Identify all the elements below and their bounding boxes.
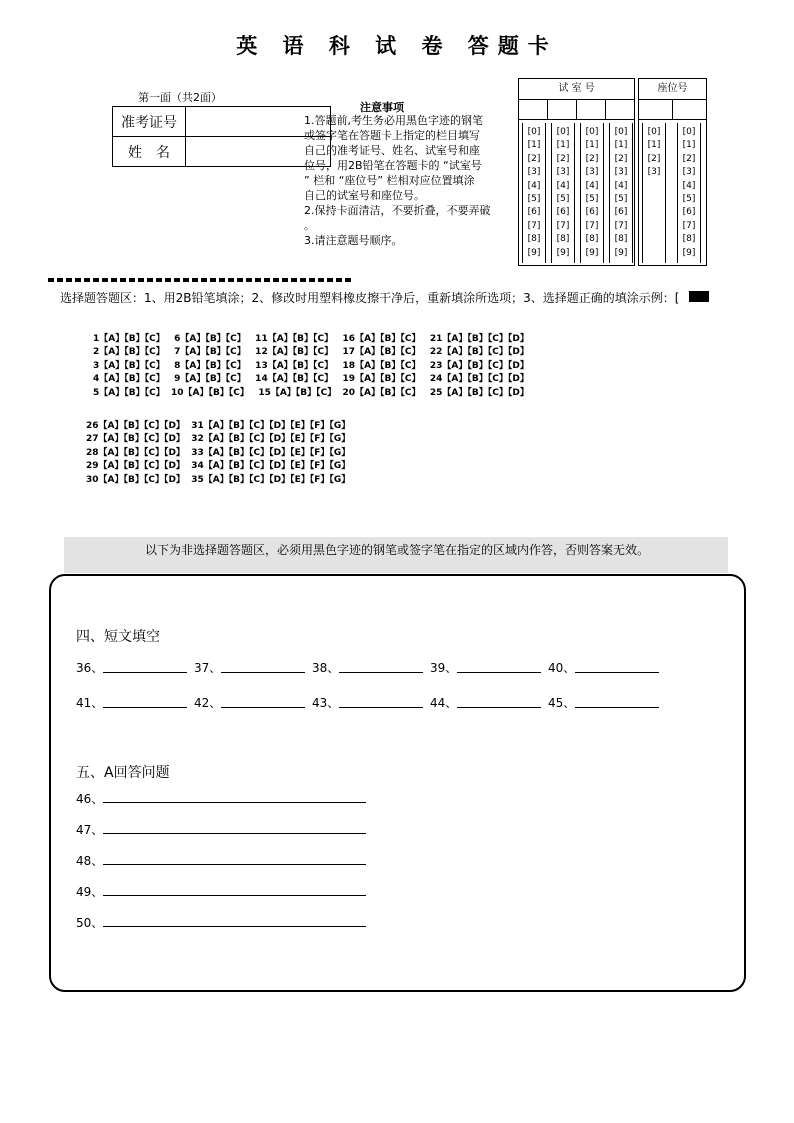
room-digit-column[interactable]: [0] [1] [2] [3] [4] [5] [6] [7] [8] [9] bbox=[522, 123, 546, 263]
blank-line[interactable] bbox=[575, 707, 659, 708]
room-digit-column[interactable]: [0] [1] [2] [3] [4] [5] [6] [7] [8] [9] bbox=[580, 123, 604, 263]
blank-label: 38、 bbox=[312, 661, 340, 675]
notice-line: 或签字笔在答题卡上指定的栏目填写 bbox=[304, 129, 480, 142]
name-label: 姓 名 bbox=[113, 137, 186, 167]
mc-row[interactable]: 1【A】【B】【C】 6【A】【B】【C】 11【A】【B】【C】 16【A】【B】【C】 21【A】【B】【C】【D】 bbox=[93, 334, 529, 344]
notice-line: 2.保持卡面清洁，不要折叠，不要弄破 bbox=[304, 204, 491, 217]
page-info: 第一面（共2面） bbox=[138, 91, 222, 104]
answer-line[interactable] bbox=[103, 864, 366, 865]
mc-row[interactable]: 27【A】【B】【C】【D】 32【A】【B】【C】【D】【E】【F】【G】 bbox=[86, 434, 351, 445]
blank-line[interactable] bbox=[575, 672, 659, 673]
answer-line[interactable] bbox=[103, 926, 366, 927]
room-digit-column[interactable]: [0] [1] [2] [3] [4] [5] [6] [7] [8] [9] bbox=[609, 123, 633, 263]
non-mc-banner-text: 以下为非选择题答题区，必须用黑色字迹的钢笔或签字笔在指定的区域内作答，否则答案无效。 bbox=[144, 543, 649, 557]
blank-label: 40、 bbox=[548, 661, 576, 675]
id-box bbox=[112, 106, 331, 167]
blank-line[interactable] bbox=[339, 672, 423, 673]
sample-filled-bubble bbox=[689, 291, 709, 302]
mc-row[interactable]: 3【A】【B】【C】 8【A】【B】【C】 13【A】【B】【C】 18【A】【B】【C】 23【A】【B】【C】【D】 bbox=[93, 360, 529, 371]
notice-body bbox=[304, 113, 491, 248]
answer-label: 49、 bbox=[76, 885, 104, 899]
answer-label: 46、 bbox=[76, 792, 104, 806]
blank-line[interactable] bbox=[221, 672, 305, 673]
notice-line: 自己的试室号和座位号。 bbox=[304, 189, 425, 202]
blank-label: 39、 bbox=[430, 661, 458, 675]
blank-label: 37、 bbox=[194, 661, 222, 675]
notice-title: 注意事项 bbox=[360, 101, 404, 114]
room-number-write-row[interactable] bbox=[519, 100, 634, 120]
notice-line: ” 栏和 “座位号” 栏相对应位置填涂 bbox=[304, 174, 475, 187]
answer-line[interactable] bbox=[103, 895, 366, 896]
seat-number-label: 座位号 bbox=[639, 79, 706, 100]
mc-row[interactable]: 29【A】【B】【C】【D】 34【A】【B】【C】【D】【E】【F】【G】 bbox=[86, 461, 351, 472]
blank-label: 44、 bbox=[430, 696, 458, 710]
notice-line: 。 bbox=[304, 219, 315, 232]
mc-group-2[interactable] bbox=[86, 420, 350, 487]
answer-label: 47、 bbox=[76, 823, 104, 837]
answer-line[interactable] bbox=[103, 802, 366, 803]
mc-row[interactable]: 2【A】【B】【C】 7【A】【B】【C】 12【A】【B】【C】 17【A】【B】【C】 22【A】【B】【C】【D】 bbox=[93, 347, 529, 358]
seat-digit-column[interactable]: [0] [1] [2] [3] bbox=[642, 123, 666, 263]
blank-line[interactable] bbox=[457, 672, 541, 673]
room-digit-column[interactable]: [0] [1] [2] [3] [4] [5] [6] [7] [8] [9] bbox=[551, 123, 575, 263]
room-number-label: 试 室 号 bbox=[519, 79, 634, 100]
notice-line: 1.答题前,考生务必用黑色字迹的钢笔 bbox=[304, 114, 483, 127]
blank-label: 42、 bbox=[194, 696, 222, 710]
blank-line[interactable] bbox=[221, 707, 305, 708]
answer-label: 50、 bbox=[76, 916, 104, 930]
notice-line: 自己的准考证号、姓名、试室号和座 bbox=[304, 144, 480, 157]
blank-line[interactable] bbox=[103, 672, 187, 673]
mc-row[interactable]: 26【A】【B】【C】【D】 31【A】【B】【C】【D】【E】【F】【G】 bbox=[86, 421, 351, 431]
mc-row[interactable]: 28【A】【B】【C】【D】 33【A】【B】【C】【D】【E】【F】【G】 bbox=[86, 447, 351, 458]
page-title: 英 语 科 试 卷 答题卡 bbox=[236, 33, 558, 58]
mc-row[interactable]: 4【A】【B】【C】 9【A】【B】【C】 14【A】【B】【C】 19【A】【B】【C】 24【A】【B】【C】【D】 bbox=[93, 374, 529, 385]
seat-digit-column[interactable]: [0] [1] [2] [3] [4] [5] [6] [7] [8] [9] bbox=[677, 123, 701, 263]
blank-label: 43、 bbox=[312, 696, 340, 710]
exam-number-label: 准考证号 bbox=[113, 107, 186, 137]
answer-line[interactable] bbox=[103, 833, 366, 834]
notice-line: 位号，用2B铅笔在答题卡的 “试室号 bbox=[304, 159, 482, 172]
mc-row[interactable]: 30【A】【B】【C】【D】 35【A】【B】【C】【D】【E】【F】【G】 bbox=[86, 474, 351, 485]
blank-line[interactable] bbox=[457, 707, 541, 708]
answer-label: 48、 bbox=[76, 854, 104, 868]
mc-instructions: 选择题答题区：1、用2B铅笔填涂；2、修改时用塑料橡皮擦干净后，重新填涂所选项；3、选择题正确的填涂示例：[ bbox=[60, 291, 680, 305]
blank-label: 45、 bbox=[548, 696, 576, 710]
blank-label: 36、 bbox=[76, 661, 104, 675]
mc-row[interactable]: 5【A】【B】【C】 10【A】【B】【C】 15【A】【B】【C】 20【A】【B】【C】 25【A】【B】【C】【D】 bbox=[93, 387, 529, 398]
section-5-title: 五、A回答问题 bbox=[76, 765, 170, 781]
seat-number-grid bbox=[638, 78, 707, 266]
blank-line[interactable] bbox=[103, 707, 187, 708]
blank-line[interactable] bbox=[339, 707, 423, 708]
blank-label: 41、 bbox=[76, 696, 104, 710]
notice-line: 3.请注意题号顺序。 bbox=[304, 234, 403, 247]
dashed-separator bbox=[48, 278, 352, 282]
section-4-title: 四、短文填空 bbox=[76, 629, 160, 645]
mc-group-1[interactable] bbox=[93, 333, 529, 400]
seat-number-write-row[interactable] bbox=[639, 100, 706, 120]
room-number-grid bbox=[518, 78, 635, 266]
